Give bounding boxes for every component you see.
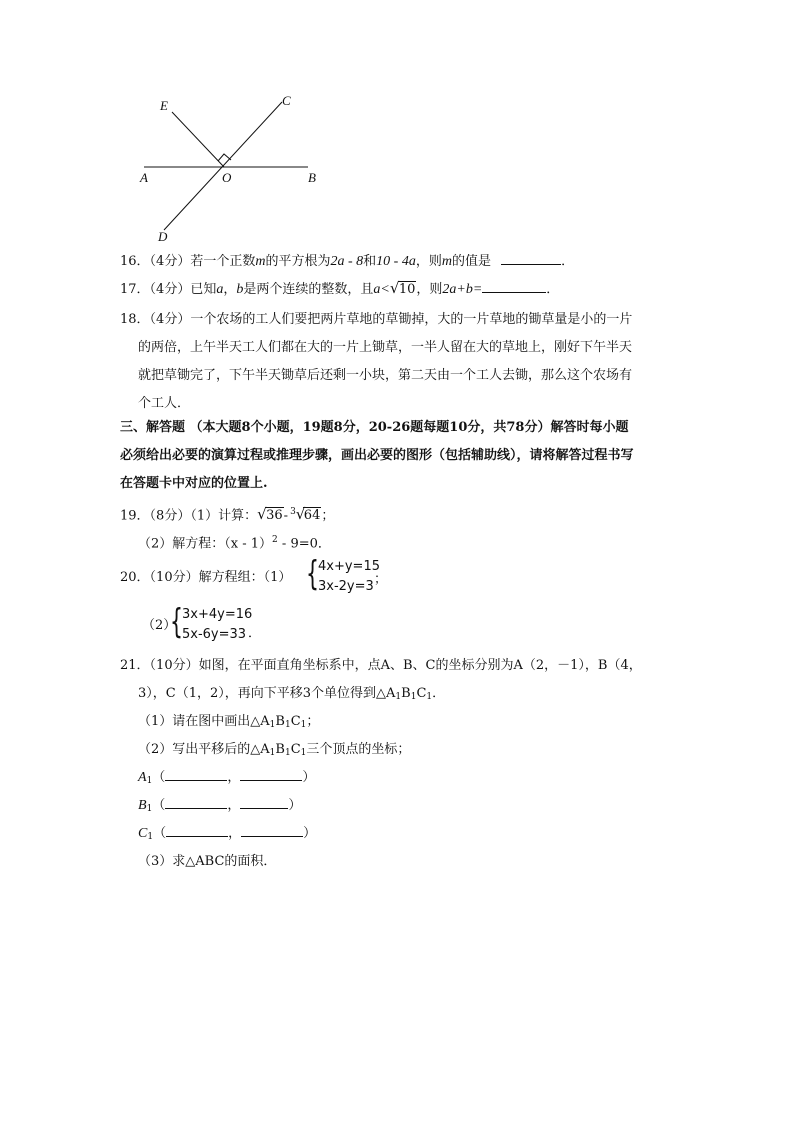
answer-c1: $C_1$（ ， ）: [138, 826, 317, 842]
question-20-part1: 20．（10分）解方程组：（1）: [120, 570, 292, 585]
question-20-part2: （2）: [142, 618, 177, 633]
answer-b1-y[interactable]: [240, 796, 288, 809]
label-b: B: [308, 170, 316, 185]
sqrt-36: √ 36: [257, 505, 283, 524]
question-21-line2: 3），C（1，2），再向下平移3个单位得到$\triangle A_1B_1C_1$．: [138, 686, 446, 702]
answer-blank-17[interactable]: [482, 280, 546, 293]
answer-a1: $A_1$（ ， ）: [138, 770, 316, 786]
question-21-part2: （2）写出平移后的$\triangle A_1B_1C_1$三个顶点的坐标；: [138, 742, 411, 758]
label-c: C: [282, 93, 291, 108]
question-21-line1: 21．（10分）如图，在平面直角坐标系中，点A、B、C的坐标分别为A（2，－1），B（4，: [120, 658, 642, 673]
label-a: A: [140, 170, 148, 185]
answer-a1-x[interactable]: [165, 768, 227, 781]
section-3-instructions: 三、解答题 （本大题8个小题，19题8分，20-26题每题10分，共78分）解答时每小题 必须给出必要的演算过程或推理步骤，画出必要的图形（包括辅助线），请将解答过程书写 在答题卡中对应的位置上.: [120, 420, 634, 491]
question-19-part1: 19．（8分）（1）计算： √ 36- $^3$ √ 64；: [120, 502, 334, 526]
answer-b1: $B_1$（ ， ）: [138, 798, 302, 814]
question-19-part2: （2）解方程：（x - 1）$^2$ - 9=0．: [138, 535, 331, 552]
question-21-part3: （3）求△ABC的面积．: [138, 854, 277, 869]
ray-oe: [172, 112, 224, 167]
label-d: D: [158, 229, 168, 244]
answer-b1-x[interactable]: [165, 796, 227, 809]
angle-figure: [120, 88, 340, 248]
question-21-part1: （1）请在图中画出$\triangle A_1B_1C_1$；: [138, 714, 320, 730]
equation-system-2: { 3x+4y=16 5x-6y=33: [170, 602, 253, 642]
equation-system-1: { 4x+y=15 3x-2y=3: [306, 554, 380, 594]
answer-c1-x[interactable]: [166, 824, 228, 837]
question-16: 16．（4分）若一个正数m的平方根为2a - 8和10 - 4a，则m的值是 ．: [120, 254, 575, 269]
answer-a1-y[interactable]: [240, 768, 302, 781]
label-e: E: [160, 98, 168, 113]
answer-blank-16[interactable]: [501, 252, 561, 265]
question-17: 17．（4分）已知a，b是两个连续的整数，且a< √ 10，则2a+b= ．: [120, 280, 559, 300]
label-o: O: [222, 170, 232, 185]
question-18: 18．（4分）一个农场的工人们要把两片草地的草锄掉，大的一片草地的锄草量是小的一片 的两倍，上午半天工人们都在大的一片上锄草，一半人留在大的草地上，刚好下午半天 就把草锄完了，下午半天锄草后还剩一小块，第二天由一个工人去锄，那么这个农场有 个工人．: [120, 312, 633, 411]
cbrt-64: √ 64: [295, 505, 321, 524]
sqrt-10: √ 10: [389, 279, 416, 297]
answer-c1-y[interactable]: [241, 824, 303, 837]
